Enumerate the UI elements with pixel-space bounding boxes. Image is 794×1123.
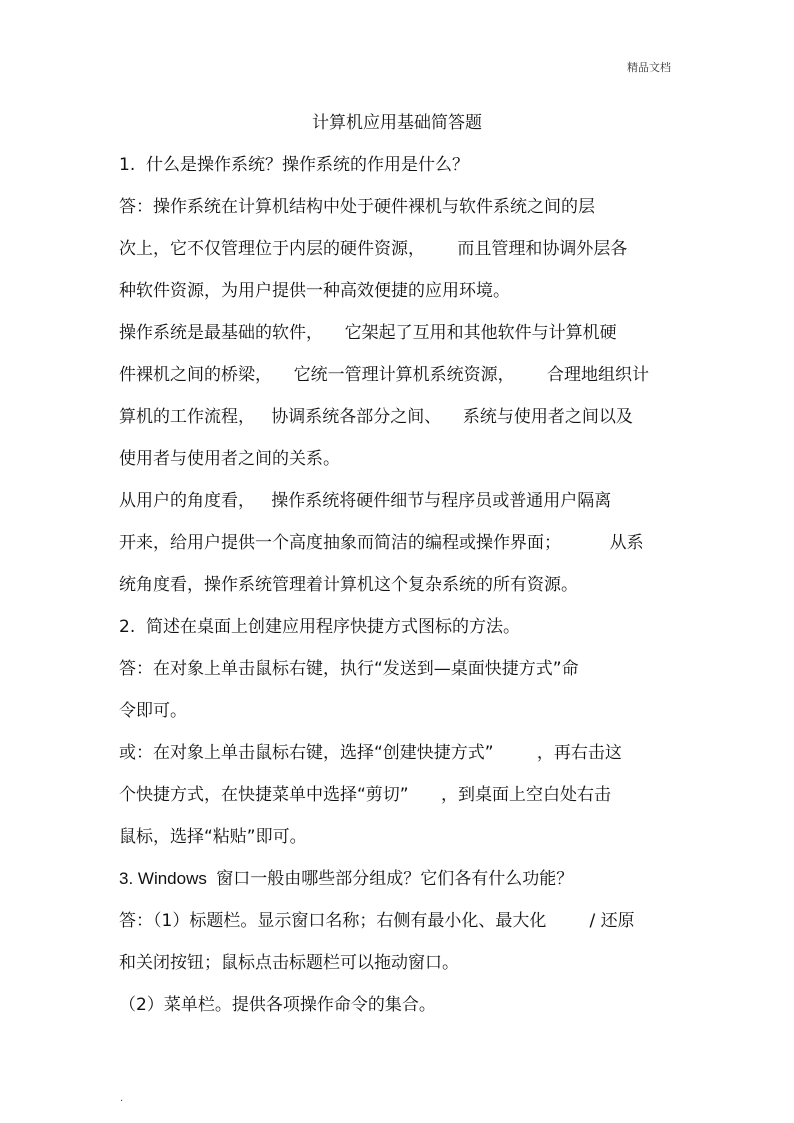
answer-2-line-5: 鼠标，选择“粘贴”即可。: [119, 827, 307, 847]
footer-mark: .: [120, 1093, 124, 1104]
question-1: 1. 什么是操作系统？操作系统的作用是什么？: [119, 155, 470, 175]
answer-2-line-2: 令即可。: [119, 701, 187, 721]
page-header-label: 精品文档: [627, 61, 671, 74]
answer-1-line-1: 答：操作系统在计算机结构中处于硬件裸机与软件系统之间的层: [119, 197, 595, 217]
answer-1-line-8: 从用户的角度看， 操作系统将硬件细节与程序员或普通用户隔离: [119, 491, 612, 511]
answer-2-line-4: 个快捷方式，在快捷菜单中选择“剪切” ，到桌面上空白处右击: [119, 785, 612, 805]
answer-1-line-9: 开来，给用户提供一个高度抽象而简洁的编程或操作界面； 从系: [119, 533, 644, 553]
question-3: 3. Windows 窗口一般由哪些部分组成？它们各有什么功能？: [119, 869, 574, 888]
answer-3-line-1: 答：（1）标题栏。显示窗口名称；右侧有最小化、最大化 / 还原: [119, 911, 635, 931]
question-2: 2. 简述在桌面上创建应用程序快捷方式图标的方法。: [119, 617, 521, 637]
answer-2-line-1: 答：在对象上单击鼠标右键，执行“发送到—桌面快捷方式”命: [119, 659, 579, 679]
answer-1-line-2: 次上，它不仅管理位于内层的硬件资源， 而且管理和协调外层各: [119, 239, 628, 259]
page-title: 计算机应用基础简答题: [312, 113, 482, 133]
answer-3-line-2: 和关闭按钮；鼠标点击标题栏可以拖动窗口。: [119, 953, 459, 973]
answer-1-line-4: 操作系统是最基础的软件， 它架起了互用和其他软件与计算机硬: [119, 323, 617, 343]
answer-1-line-7: 使用者与使用者之间的关系。: [119, 449, 340, 469]
answer-1-line-6: 算机的工作流程， 协调系统各部分之间、 系统与使用者之间以及: [119, 407, 633, 427]
answer-1-line-10: 统角度看，操作系统管理着计算机这个复杂系统的所有资源。: [119, 575, 578, 595]
answer-1-line-5: 件裸机之间的桥梁， 它统一管理计算机系统资源， 合理地组织计: [119, 365, 650, 385]
answer-3-line-3: （2）菜单栏。提供各项操作命令的集合。: [119, 995, 436, 1015]
answer-1-line-3: 种软件资源，为用户提供一种高效便捷的应用环境。: [119, 281, 510, 301]
answer-2-line-3: 或：在对象上单击鼠标右键，选择“创建快捷方式” ，再右击这: [119, 743, 622, 763]
